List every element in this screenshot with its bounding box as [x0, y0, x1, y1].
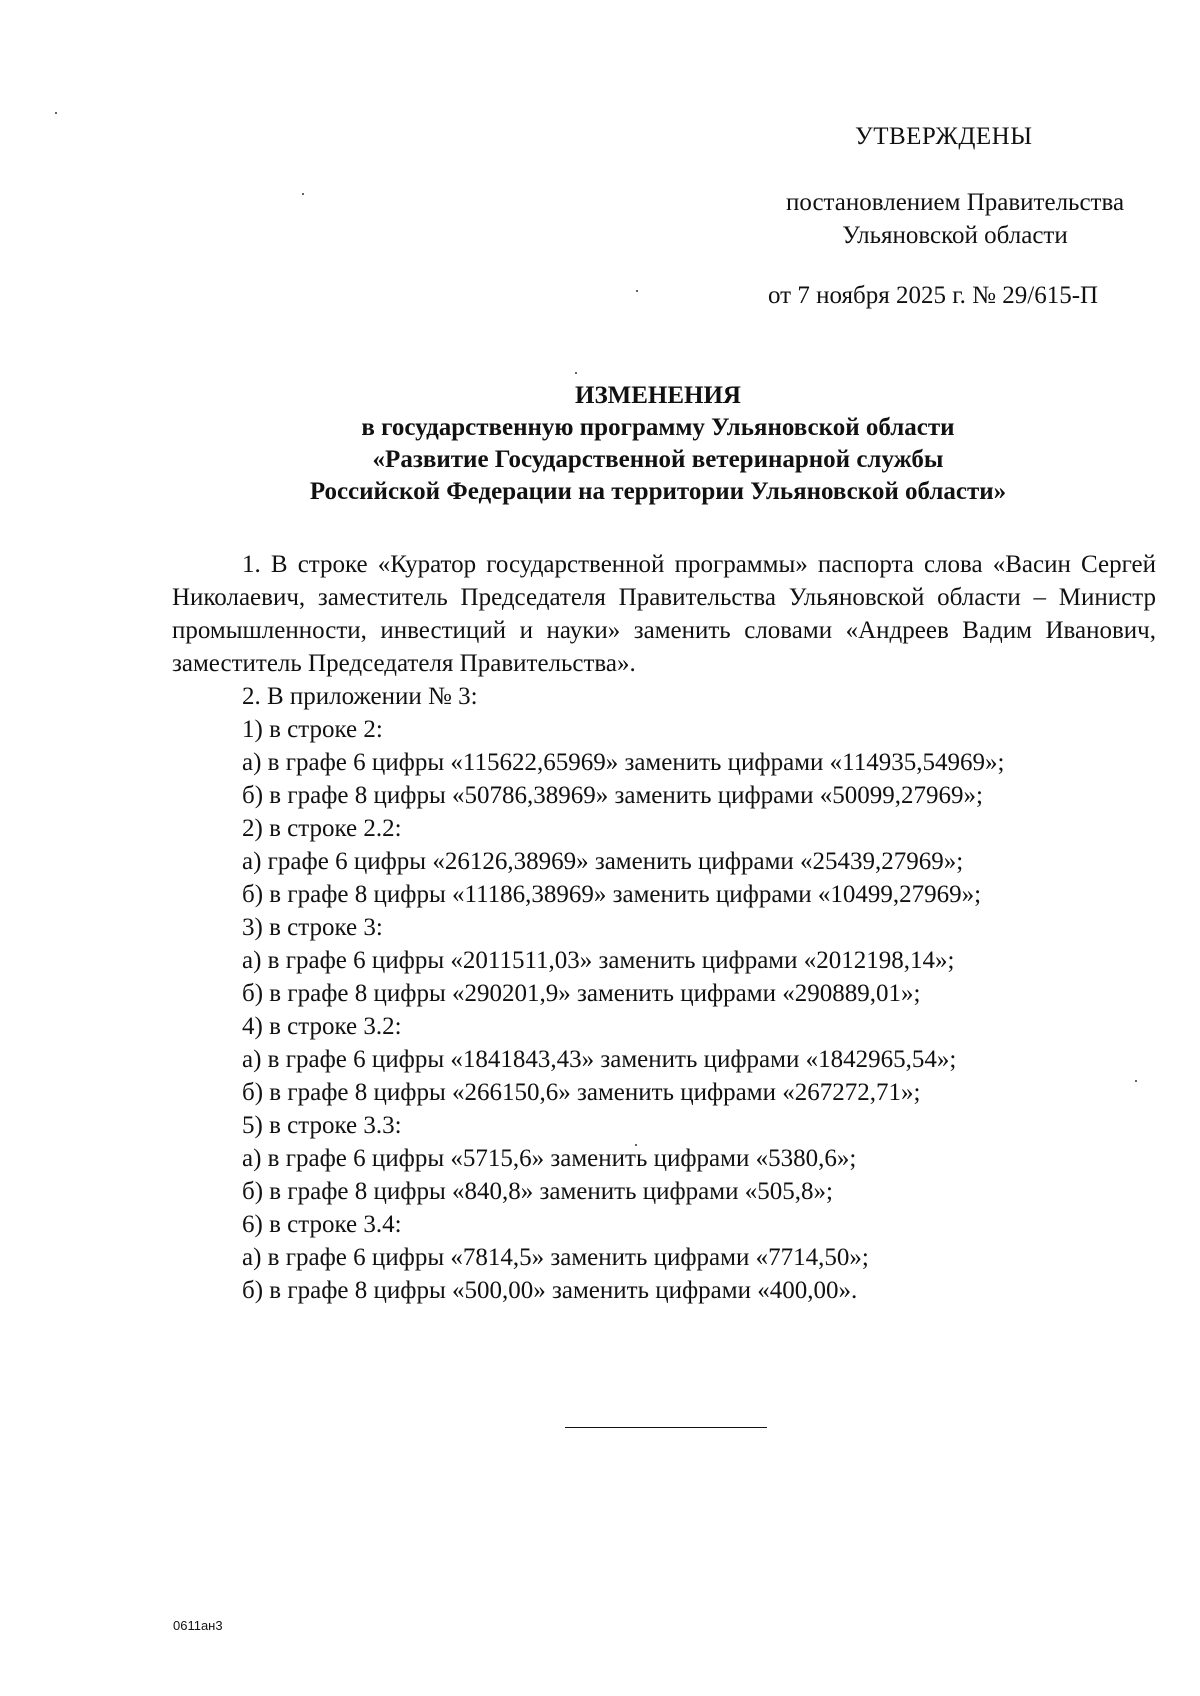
paragraph-1: 1. В строке «Куратор государственной программы» паспорта слова «Васин Сергей Николаевич, заместитель Председателя Правительства Ульяновской области – Министр промышленности, инвестиций и науки» заменить словами «Андреев Вадим Иванович, заместитель Председателя Правительства».: [172, 551, 1156, 677]
title-line-2: в государственную программу Ульяновской области: [361, 414, 955, 441]
document-code: 0611ан3: [173, 1618, 223, 1633]
list-item: а) в графе 6 цифры «115622,65969» заменить цифрами «114935,54969»;: [242, 749, 1005, 776]
list-item: 5) в строке 3.3:: [242, 1112, 402, 1139]
list-item: 1) в строке 2:: [242, 716, 383, 743]
title-line-3: «Развитие Государственной ветеринарной службы: [372, 446, 944, 473]
scan-speck: [575, 372, 577, 374]
scan-speck: [636, 290, 638, 292]
list-item: а) в графе 6 цифры «2011511,03» заменить цифрами «2012198,14»;: [242, 947, 955, 974]
approval-authority: [755, 186, 1155, 252]
list-item: 2. В приложении № 3:: [242, 683, 478, 710]
scan-speck: [302, 193, 304, 195]
list-item: 2) в строке 2.2:: [242, 815, 402, 842]
title-line-1: ИЗМЕНЕНИЯ: [575, 382, 741, 409]
title-line-4: Российской Федерации на территории Ульяновской области»: [309, 478, 1007, 505]
list-item: б) в графе 8 цифры «50786,38969» заменить цифрами «50099,27969»;: [242, 782, 983, 809]
list-item: а) в графе 6 цифры «7814,5» заменить цифрами «7714,50»;: [242, 1244, 869, 1271]
approval-line-2: Ульяновской области: [842, 222, 1068, 249]
scan-speck: [55, 112, 57, 114]
end-divider: [565, 1427, 767, 1428]
approval-heading: УТВЕРЖДЕНЫ: [855, 123, 1033, 150]
list-item: 3) в строке 3:: [242, 914, 383, 941]
list-item: а) в графе 6 цифры «5715,6» заменить цифрами «5380,6»;: [242, 1145, 857, 1172]
list-item: б) в графе 8 цифры «840,8» заменить цифрами «505,8»;: [242, 1178, 833, 1205]
document-title: [160, 380, 1156, 508]
list-item: 4) в строке 3.2:: [242, 1013, 402, 1040]
list-item: б) в графе 8 цифры «290201,9» заменить цифрами «290889,01»;: [242, 980, 921, 1007]
approval-date: от 7 ноября 2025 г. № 29/615-П: [768, 282, 1099, 309]
list-item: б) в графе 8 цифры «266150,6» заменить цифрами «267272,71»;: [242, 1079, 921, 1106]
list-item: б) в графе 8 цифры «500,00» заменить цифрами «400,00».: [242, 1277, 858, 1304]
list-item: 6) в строке 3.4:: [242, 1211, 402, 1238]
approval-line-1: постановлением Правительства: [785, 189, 1125, 216]
list-item: а) графе 6 цифры «26126,38969» заменить цифрами «25439,27969»;: [242, 848, 964, 875]
list-item: а) в графе 6 цифры «1841843,43» заменить цифрами «1842965,54»;: [242, 1046, 957, 1073]
document-body: [172, 548, 1156, 1307]
list-item: б) в графе 8 цифры «11186,38969» заменить цифрами «10499,27969»;: [242, 881, 982, 908]
